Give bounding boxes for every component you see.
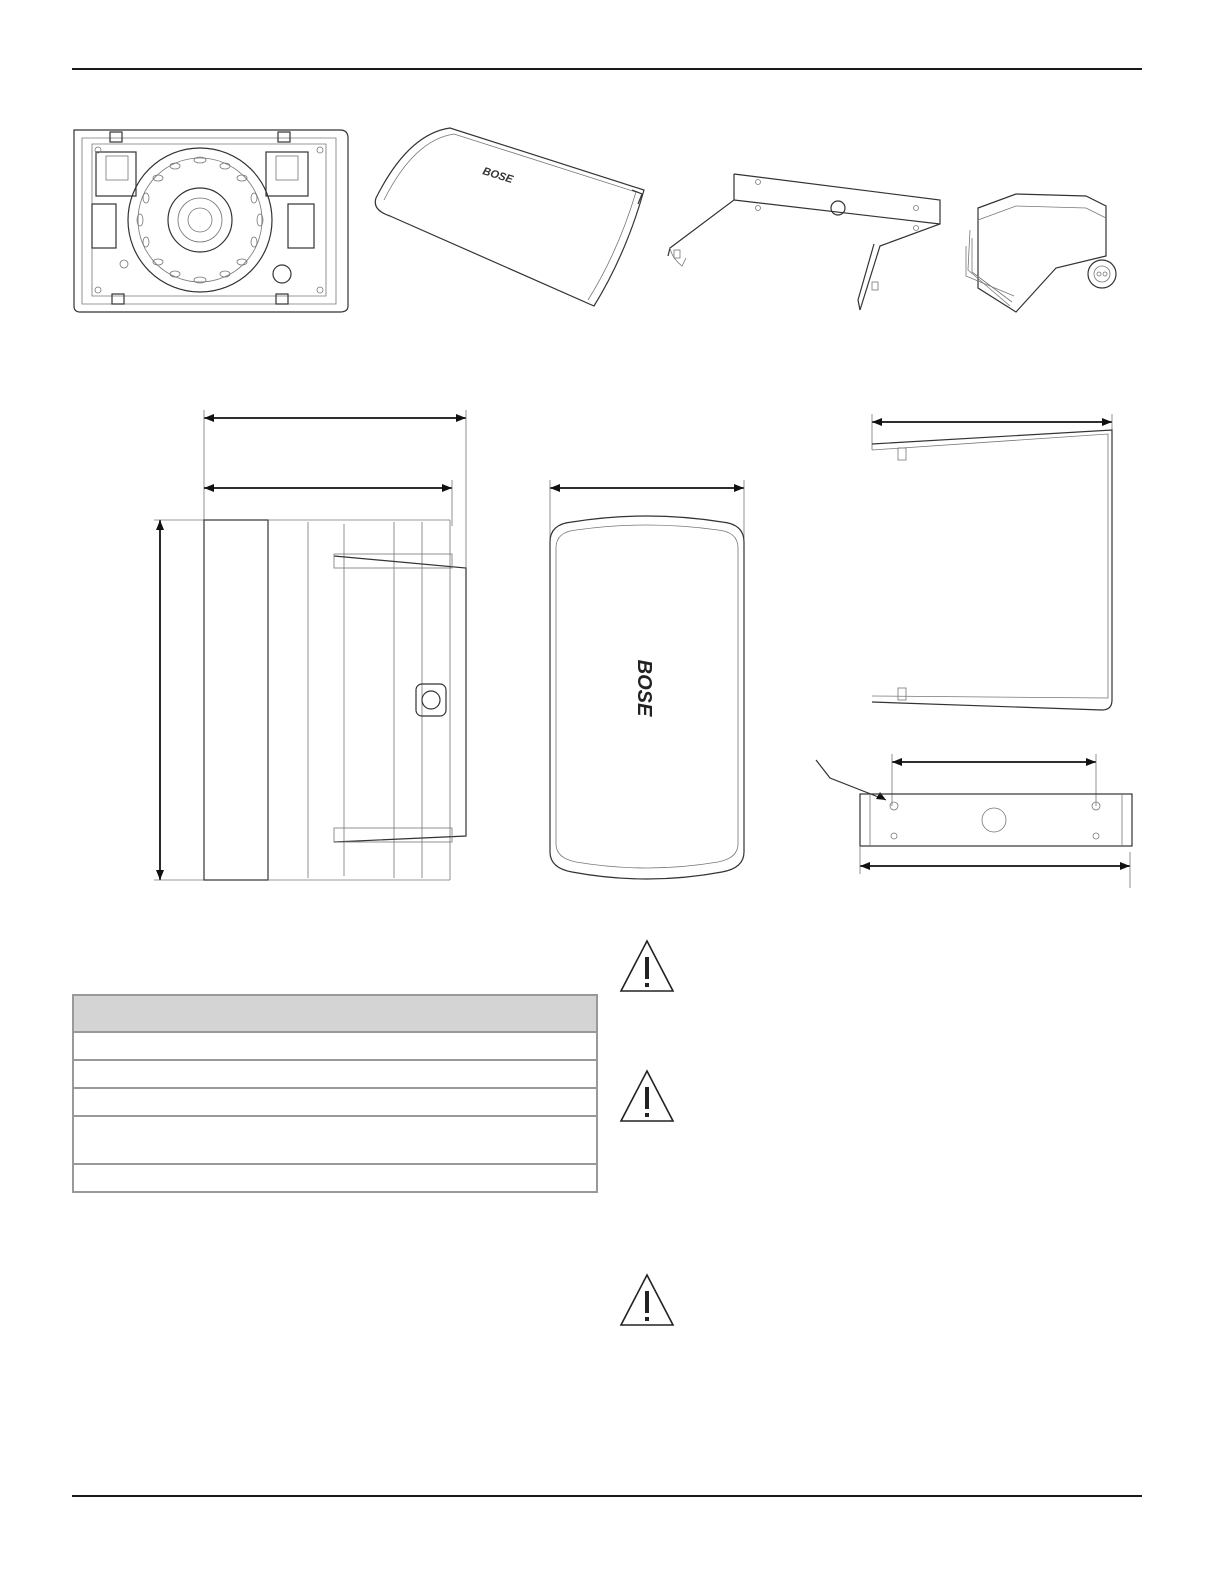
table-header [74,996,596,1033]
u-bracket-illustration [664,170,946,312]
front-view-dimension-drawing [542,476,752,888]
bose-logo-front: BOSE [633,659,655,717]
speaker-back-illustration [70,124,350,316]
bracket-bottom-dimension-drawing [810,752,1140,892]
top-rule [72,68,1142,70]
table-row [74,1117,596,1165]
side-view-dimension-drawing [150,404,480,894]
table-row [74,1033,596,1061]
warning-triangle-icon [618,1272,676,1328]
bottom-rule [72,1495,1142,1497]
warning-triangle-icon [618,938,676,994]
warning-triangle-icon [618,1068,676,1124]
bose-logo: BOSE [481,165,515,186]
specification-table [72,994,598,1193]
speaker-front-curved-illustration [368,124,650,312]
table-row [74,1061,596,1089]
bracket-side-dimension-drawing [862,410,1122,714]
table-row [74,1089,596,1117]
connector-cover-illustration [956,190,1126,318]
table-row [74,1165,596,1191]
